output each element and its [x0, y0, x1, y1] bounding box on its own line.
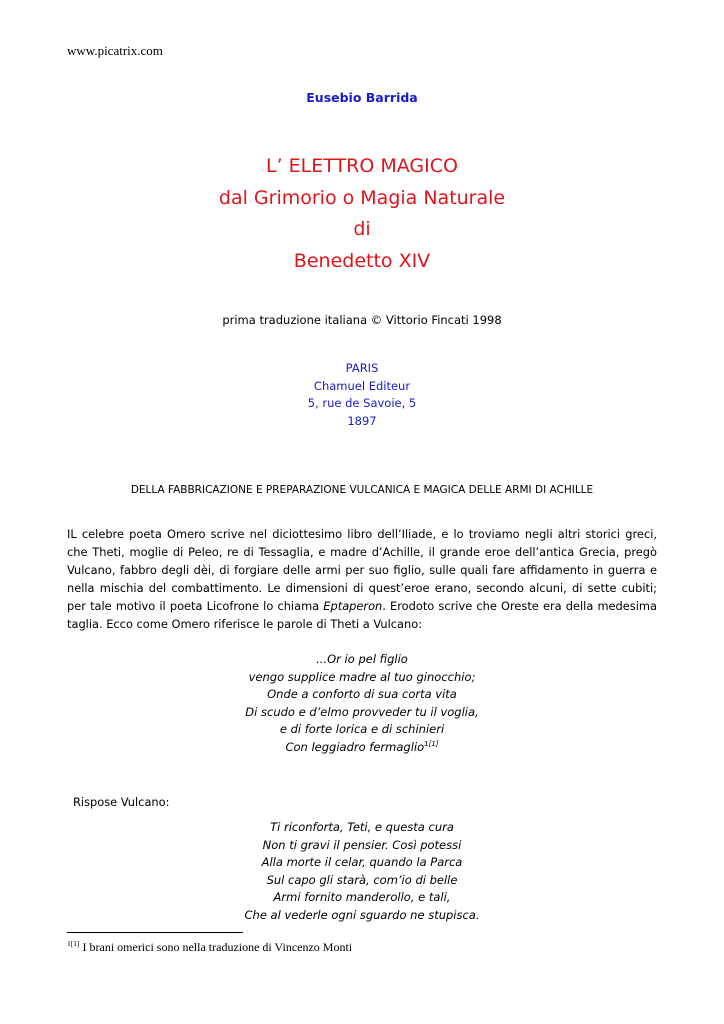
title-line-1: L’ ELETTRO MAGICO	[266, 155, 458, 177]
imprint-address: 5, rue de Savoie, 5	[307, 396, 417, 410]
footnote-divider	[67, 932, 243, 933]
verse-line: Onde a conforto di sua corta vita	[267, 687, 457, 701]
verse-line: Non ti gravi il pensier. Così potessi	[262, 837, 462, 852]
title-line-2: dal Grimorio o Magia Naturale	[218, 186, 506, 209]
imprint-city: PARIS	[345, 361, 379, 375]
verse-line: Di scudo e d’elmo provveder tu il voglia,	[245, 704, 479, 719]
footnote	[67, 940, 352, 955]
verse-line: Ti riconforta, Teti, e questa cura	[270, 820, 454, 834]
title-line-3: di	[353, 218, 371, 240]
paragraph-part-2: . Erodoto scrive che Oreste era della medesima taglia. Ecco come Omero riferisce le parole di Theti a Vulcano:	[67, 599, 657, 632]
paragraph-part-1: IL celebre poeta Omero scrive nel diciottesimo libro dell’Iliade, e lo troviamo negli altri storici greci, che Theti, moglie di Peleo, re di Tessaglia, e madre d’Achille, il grande eroe dell’antica Grecia, pregò Vulcano, fabbro degli dèi, di forgiare delle armi per suo figlio, sulle quali fare affidamento in guerra e nella mischia del combattimento. Le dimensioni di quest’eroe erano, secondo alcuni, di sette cubiti; per tale motivo il poeta Licofrone lo chiama	[67, 527, 657, 614]
paragraph-emphasis: Eptaperon	[323, 599, 383, 614]
verse-line: e di forte lorica e di schinieri	[279, 722, 445, 736]
body-paragraph	[67, 525, 657, 634]
book-title	[0, 151, 724, 277]
verse-line: vengo supplice madre al tuo ginocchio;	[248, 669, 476, 684]
translation-credit: prima traduzione italiana © Vittorio Fincati 1998	[222, 313, 502, 327]
verse-line: Alla morte il celar, quando la Parca	[261, 855, 463, 869]
footnote-marker: 1[1]	[67, 939, 80, 948]
footnote-reference[interactable]: 1[1]	[424, 739, 439, 748]
verse-line: Sul capo gli starà, com’io di belle	[266, 872, 458, 887]
reply-intro: Rispose Vulcano:	[73, 795, 170, 809]
verse-line: ...Or io pel figlio	[316, 652, 408, 666]
chapter-title: DELLA FABBRICAZIONE E PREPARAZIONE VULCANICA E MAGICA DELLE ARMI DI ACHILLE	[130, 484, 594, 496]
title-line-4: Benedetto XIV	[293, 249, 431, 272]
verse-vulcan	[0, 819, 724, 924]
imprint-year: 1897	[347, 413, 377, 428]
imprint-publisher: Chamuel Editeur	[313, 378, 411, 393]
author-name: Eusebio Barrida	[306, 90, 418, 105]
verse-line: Armi fornito manderollo, e tali,	[273, 890, 451, 904]
imprint	[0, 360, 724, 430]
footnote-text: I brani omerici sono nella traduzione di Vincenzo Monti	[79, 940, 353, 954]
verse-line	[0, 739, 724, 757]
verse-thetis	[0, 651, 724, 756]
verse-line: Che al vederle ogni sguardo ne stupisca.	[244, 907, 480, 922]
verse-last-line: Con leggiadro fermaglio	[285, 739, 425, 754]
site-url: www.picatrix.com	[67, 43, 163, 58]
